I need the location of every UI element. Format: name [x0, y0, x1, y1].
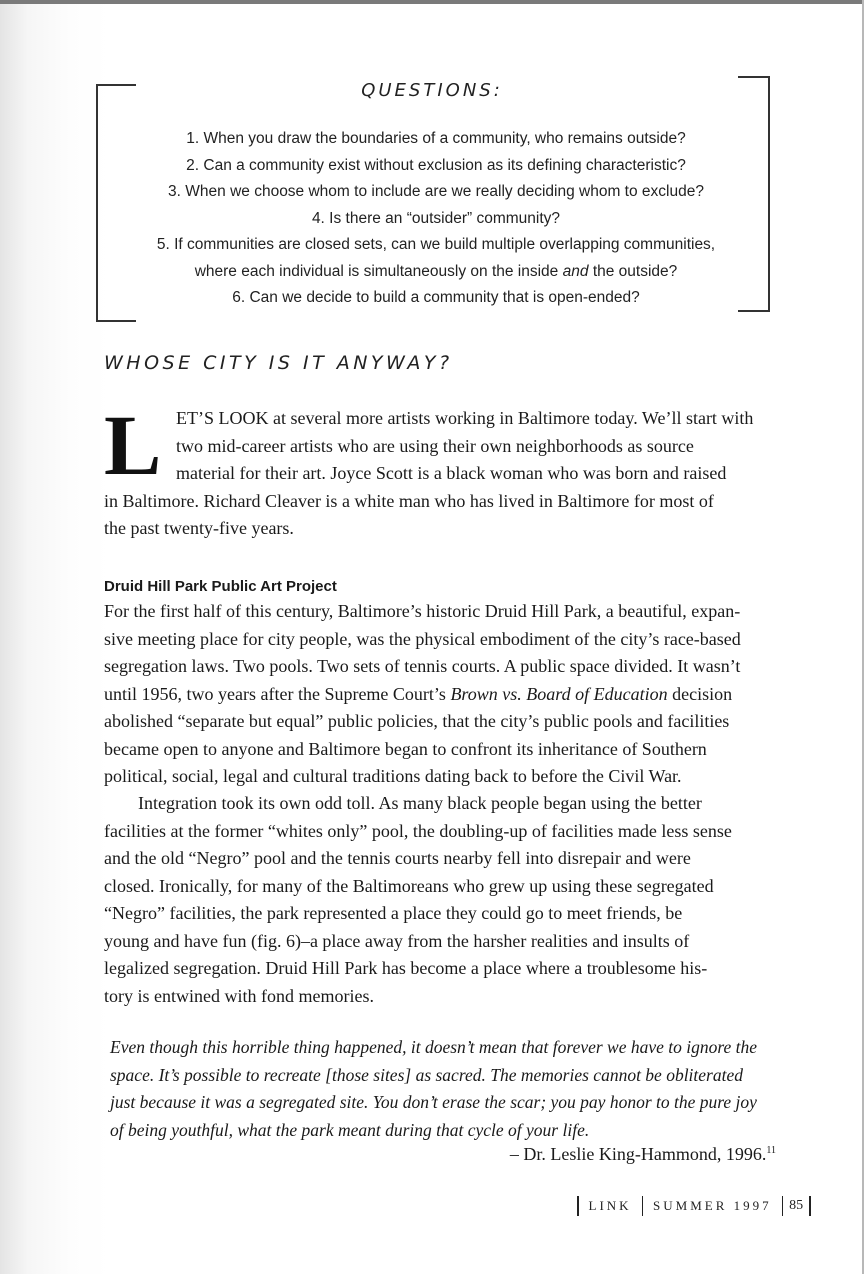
intro-line-text: at several more artists working in Baltimore today. We’ll start with	[273, 408, 754, 428]
paragraph-2	[104, 790, 774, 1010]
question-item: 1. When you draw the boundaries of a community, who remains outside?	[186, 130, 686, 147]
intro-line: the past twenty-five years.	[104, 518, 294, 538]
question-text: the outside?	[592, 262, 678, 280]
intro-line	[104, 405, 772, 433]
paragraph-line: closed. Ironically, for many of the Baltimoreans who grew up using these segregated	[104, 875, 714, 896]
paragraph-line: legalized segregation. Druid Hill Park has become a place where a troublesome his-	[104, 958, 708, 978]
questions-heading: QUESTIONS:	[361, 80, 503, 101]
paragraph-line	[104, 681, 774, 709]
paragraph-line: and the old “Negro” pool and the tennis courts nearby fell into disrepair and were	[104, 848, 691, 868]
footer-publication: LINK	[588, 1198, 632, 1213]
drop-cap: L	[104, 397, 162, 493]
subsection-heading: Druid Hill Park Public Art Project	[104, 578, 337, 595]
question-item: 6. Can we decide to build a community that is open-ended?	[232, 289, 640, 306]
question-item: 4. Is there an “outsider” community?	[311, 209, 561, 227]
quote-line: just because it was a segregated site. You don’t erase the scar; you pay honor to the pure joy	[110, 1092, 757, 1112]
question-item: 3. When we choose whom to include are we really deciding whom to exclude?	[168, 183, 704, 200]
paragraph-line: facilities at the former “whites only” pool, the doubling-up of facilities made less sense	[104, 820, 732, 841]
question-text: where each individual is simultaneously on the inside	[194, 262, 559, 280]
intro-line: in Baltimore. Richard Cleaver is a white man who has lived in Baltimore for most of	[104, 490, 714, 511]
footer-issue: SUMMER 1997	[653, 1198, 772, 1213]
paragraph-line: abolished “separate but equal” public policies, that the city’s public pools and facilities	[104, 711, 730, 731]
attribution-text: – Dr. Leslie King-Hammond, 1996.	[509, 1144, 767, 1164]
quote-attribution	[510, 1144, 776, 1165]
quote-line: space. It’s possible to recreate [those sites] as sacred. The memories cannot be obliterated	[110, 1064, 743, 1085]
quote-line: Even though this horrible thing happened, it doesn’t mean that forever we have to ignore the	[110, 1037, 758, 1057]
paragraph-line: became open to anyone and Baltimore began to confront its inheritance of Southern	[104, 738, 707, 759]
intro-line: material for their art. Joyce Scott is a black woman who was born and raised	[176, 463, 727, 483]
footnote-marker: 11	[766, 1145, 776, 1156]
paragraph-line: segregation laws. Two pools. Two sets of tennis courts. A public space divided. It wasn’t	[104, 656, 741, 676]
page-number: 85	[789, 1198, 804, 1213]
paragraph-line: “Negro” facilities, the park represented a place they could go to meet friends, be	[104, 903, 683, 923]
questions-list	[116, 126, 756, 312]
section-heading: WHOSE CITY IS IT ANYWAY?	[104, 352, 453, 374]
paragraph-line-text: decision	[672, 683, 733, 704]
page-footer	[577, 1196, 811, 1216]
block-quote	[110, 1034, 780, 1144]
paragraph-line: young and have fun (fig. 6)–a place away from the harsher realities and insults of	[104, 930, 690, 951]
intro-paragraph	[104, 397, 772, 543]
intro-line: two mid-career artists who are using their own neighborhoods as source	[176, 435, 694, 456]
paragraph-1	[104, 598, 774, 791]
footer-divider	[809, 1196, 811, 1216]
paragraph-line: For the first half of this century, Baltimore’s historic Druid Hill Park, a beautiful, expan-	[104, 601, 741, 621]
paragraph-line: sive meeting place for city people, was the physical embodiment of the city’s race-based	[104, 628, 741, 649]
intro-smallcaps: ET’S LOOK	[176, 408, 269, 428]
question-item: 5. If communities are closed sets, can we build multiple overlapping communities,	[156, 236, 716, 253]
paragraph-line: Integration took its own odd toll. As many black people began using the better	[138, 793, 702, 813]
question-item-continued	[116, 259, 756, 286]
paragraph-line: political, social, legal and cultural traditions dating back to before the Civil War.	[104, 766, 682, 786]
paragraph-line: tory is entwined with fond memories.	[104, 985, 374, 1006]
question-item: 2. Can a community exist without exclusion as its defining characteristic?	[186, 156, 686, 174]
quote-line: of being youthful, what the park meant during that cycle of your life.	[110, 1119, 590, 1140]
question-emphasis: and	[562, 262, 589, 280]
page-top-edge	[0, 0, 864, 4]
paragraph-line-text: until 1956, two years after the Supreme Court’s	[104, 683, 446, 704]
case-title: Brown vs. Board of Education	[450, 683, 668, 704]
